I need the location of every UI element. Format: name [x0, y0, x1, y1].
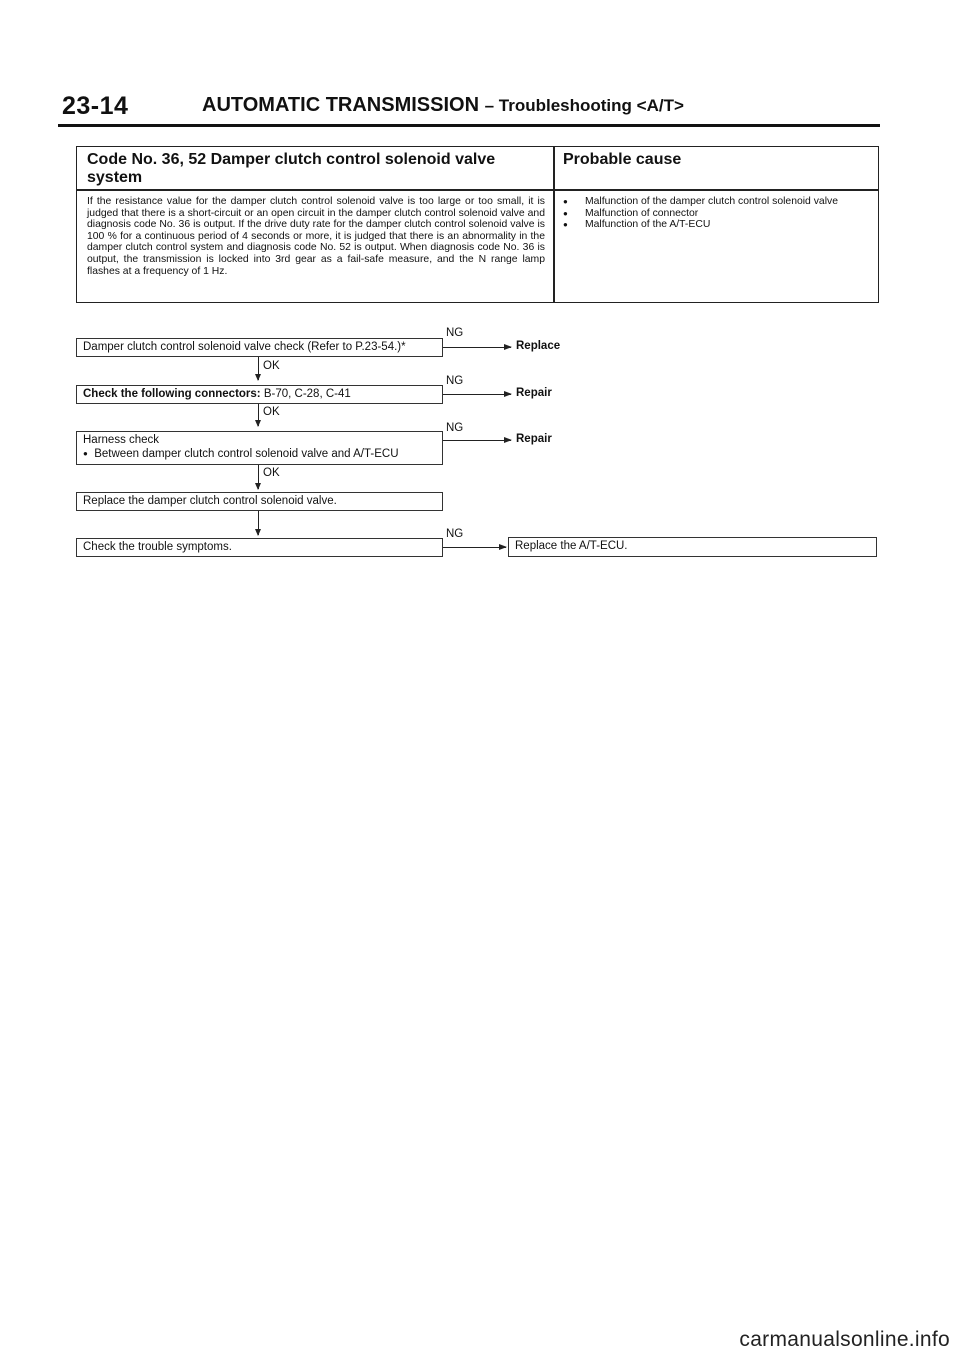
ng-arrow	[443, 547, 506, 548]
ng-arrow	[443, 347, 511, 348]
page-header	[60, 92, 880, 128]
cause-list	[563, 196, 873, 231]
page-number: 23-14	[62, 92, 129, 120]
flow-step-connector-check	[76, 385, 443, 404]
bullet-icon: ●	[83, 449, 88, 458]
flow-step-valve-check: Damper clutch control solenoid valve check (Refer to P.23-54.)*	[76, 338, 443, 357]
code-description: If the resistance value for the damper clutch control solenoid valve is too large or too small, it is judged that there is a short-circuit or an open circuit in the damper clutch control solenoid valve and diagnosis code No. 36 is output. If the drive duty rate for the damper clutch control solenoid valve is 100 % for a continuous period of 4 seconds or more, it is judged that there is an abnormality in the damper clutch control system and diagnosis code No. 52 is output. When diagnosis code No. 36 is output, the transmission is locked into 3rd gear as a fail-safe measure, and the N range lamp flashes at a frequency of 1 Hz.	[87, 196, 545, 277]
flow-step-check-symptoms: Check the trouble symptoms.	[76, 538, 443, 557]
probable-cause-heading: Probable cause	[563, 151, 682, 168]
header-rule	[58, 124, 880, 127]
column-divider	[553, 147, 555, 302]
ng-label: NG	[446, 375, 464, 387]
flow-arrow	[258, 511, 259, 535]
title-sub: – Troubleshooting <A/T>	[484, 96, 684, 115]
ok-arrow	[258, 404, 259, 426]
ng-label: NG	[446, 422, 464, 434]
ok-label: OK	[263, 467, 280, 479]
harness-check-detail: ● Between damper clutch control solenoid valve and A/T-ECU	[83, 448, 399, 460]
connector-check-label: Check the following connectors:	[83, 388, 261, 400]
ng-label: NG	[446, 327, 464, 339]
title-main: AUTOMATIC TRANSMISSION	[202, 94, 480, 116]
ok-arrow	[258, 357, 259, 380]
code-title: Code No. 36, 52 Damper clutch control solenoid valve system	[87, 151, 496, 186]
ok-label: OK	[263, 360, 280, 372]
ok-arrow	[258, 465, 259, 489]
result-repair: Repair	[516, 387, 552, 399]
code-table	[76, 146, 879, 303]
result-replace: Replace	[516, 340, 561, 352]
cause-item: ● Malfunction of the A/T-ECU	[563, 219, 873, 231]
cause-item: ● Malfunction of the damper clutch control solenoid valve	[563, 196, 873, 208]
ng-arrow	[443, 394, 511, 395]
page-title	[202, 94, 684, 117]
result-replace-ecu: Replace the A/T-ECU.	[508, 537, 877, 557]
watermark: carmanualsonline.info	[739, 1328, 950, 1351]
ng-arrow	[443, 440, 511, 441]
result-repair: Repair	[516, 433, 552, 445]
flow-step-replace-valve: Replace the damper clutch control solenoid valve.	[76, 492, 443, 511]
connector-list: B-70, C-28, C-41	[260, 388, 351, 400]
cause-item: ● Malfunction of connector	[563, 208, 873, 220]
heading-rule	[77, 189, 878, 191]
ng-label: NG	[446, 528, 464, 540]
ok-label: OK	[263, 406, 280, 418]
flow-step-harness-check	[76, 431, 443, 465]
harness-check-title: Harness check	[83, 434, 160, 446]
